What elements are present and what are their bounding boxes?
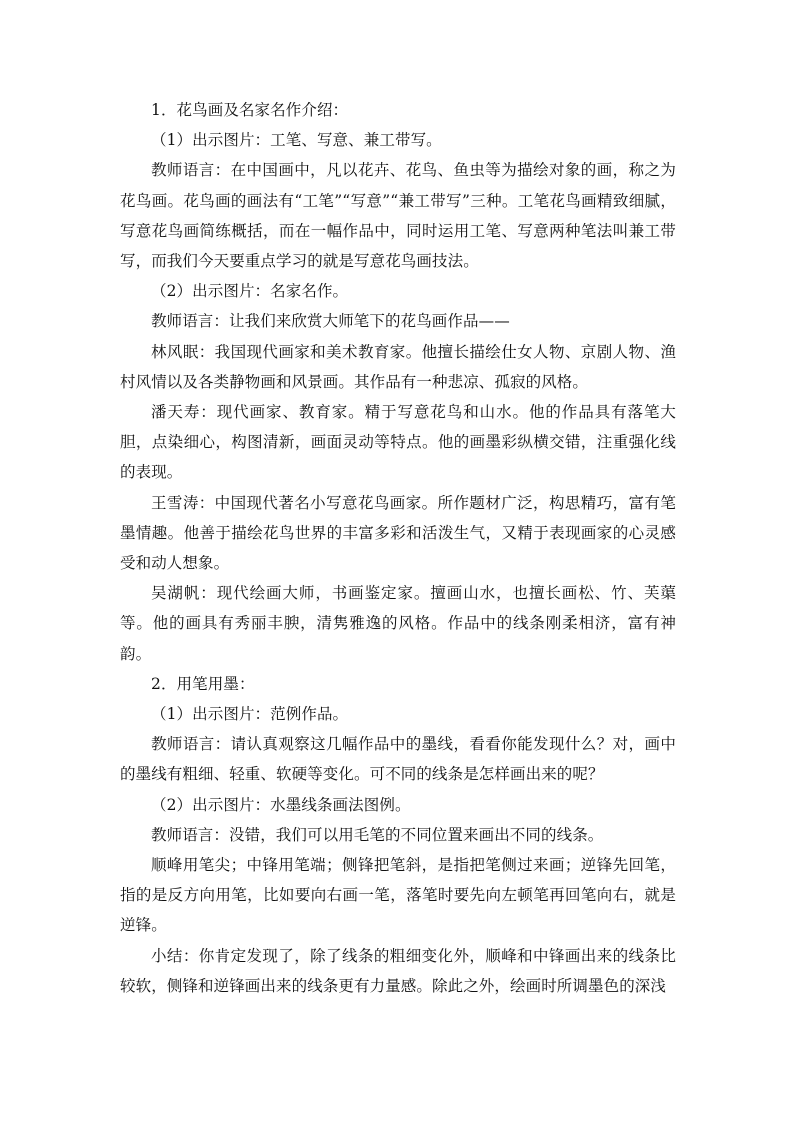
paragraph: （2）出示图片：水墨线条画法图例。 (151, 795, 411, 814)
paragraph: 吴湖帆：现代绘画大师，书画鉴定家。擅画山水，也擅长画松、竹、芙蕖等。他的画具有秀丽丰腴，清隽雅逸的风格。作品中的线条刚柔相济，富有神韵。 (120, 584, 676, 663)
document-body (120, 95, 676, 1001)
paragraph: 顺峰用笔尖；中锋用笔端；侧锋把笔斜，是指把笔侧过来画；逆锋先回笔，指的是反方向用笔，比如要向右画一笔，落笔时要先向左顿笔再回笔向右，就是逆锋。 (120, 856, 676, 935)
paragraph: 王雪涛：中国现代著名小写意花鸟画家。所作题材广泛，构思精巧，富有笔墨情趣。他善于描绘花鸟世界的丰富多彩和活泼生气，又精于表现画家的心灵感受和动人想象。 (120, 493, 676, 573)
paragraph: 教师语言：请认真观察这几幅作品中的墨线，看看你能发现什么？对，画中的墨线有粗细、轻重、软硬等变化。可不同的线条是怎样画出来的呢？ (120, 735, 676, 784)
paragraph: 林风眠：我国现代画家和美术教育家。他擅长描绘仕女人物、京剧人物、渔村风情以及各类静物画和风景画。其作品有一种悲凉、孤寂的风格。 (120, 342, 676, 391)
paragraph: 教师语言：没错，我们可以用毛笔的不同位置来画出不同的线条。 (151, 825, 604, 844)
paragraph: （1）出示图片：工笔、写意、兼工带写。 (151, 131, 442, 150)
paragraph: 潘天寿：现代画家、教育家。精于写意花鸟和山水。他的作品具有落笔大胆，点染细心，构图清新，画面灵动等特点。他的画墨彩纵横交错，注重强化线的表现。 (120, 403, 676, 482)
section-heading: 2．用笔用墨： (151, 674, 255, 693)
section-heading: 1．花鸟画及名家名作介绍： (151, 101, 349, 119)
paragraph: 教师语言：在中国画中，凡以花卉、花鸟、鱼虫等为描绘对象的画，称之为花鸟画。花鸟画的画法有“工笔”“写意”“兼工带写”三种。工笔花鸟画精致细腻，写意花鸟画简练概括，而在一幅作品中，同时运用工笔、写意两种笔法叫兼工带写，而我们今天要重点学习的就是写意花鸟画技法。 (120, 161, 676, 271)
paragraph: 教师语言：让我们来欣赏大师笔下的花鸟画作品—— (151, 312, 510, 331)
paragraph: （2）出示图片：名家名作。 (151, 282, 349, 301)
paragraph: 小结：你肯定发现了，除了线条的粗细变化外，顺峰和中锋画出来的线条比较软，侧锋和逆锋画出来的线条更有力量感。除此之外，绘画时所调墨色的深浅 (120, 946, 676, 995)
paragraph: （1）出示图片：范例作品。 (151, 705, 349, 724)
